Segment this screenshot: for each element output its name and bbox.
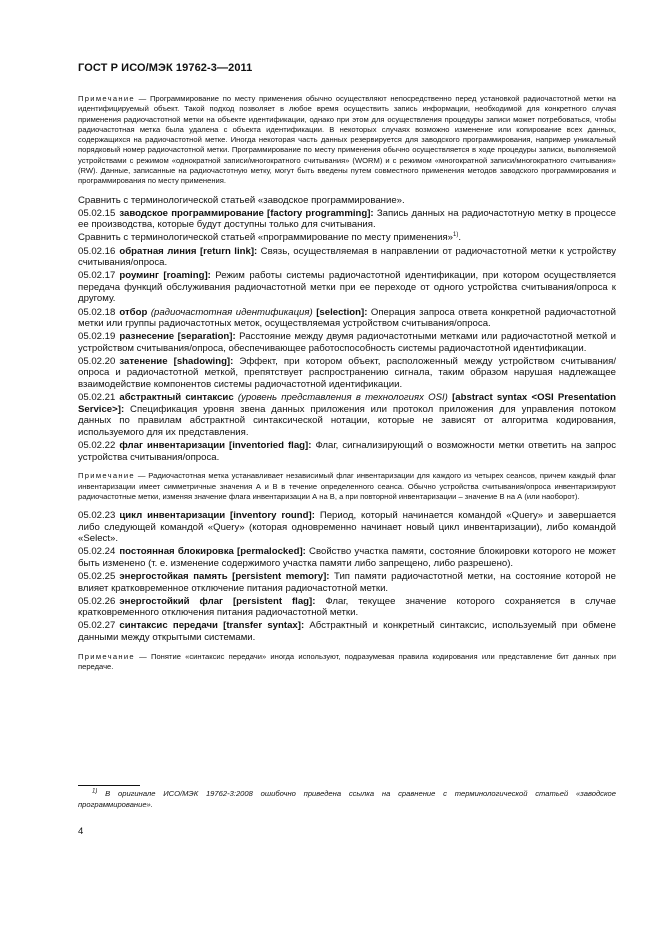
entry-number: 05.02.19 [78, 331, 116, 343]
entry-qualifier: (радиочастотная идентификация) [147, 306, 313, 318]
entry-term: энергостойкий флаг [persistent flag]: [119, 595, 316, 607]
entry-number: 05.02.21 [78, 392, 116, 404]
cross-reference [78, 232, 616, 244]
entry-number: 05.02.17 [78, 270, 116, 282]
term-entry [78, 331, 616, 354]
entry-number: 05.02.24 [78, 546, 116, 558]
entry-number: 05.02.16 [78, 245, 116, 257]
entry-term: затенение [shadowing]: [119, 355, 234, 367]
entry-term: цикл инвентаризации [inventory round]: [119, 510, 315, 522]
note-text: Понятие «синтаксис передачи» иногда используют, подразумевая правила кодирования или представление бит данных при передаче. [78, 651, 616, 671]
entry-number: 05.02.25 [78, 571, 116, 583]
entry-definition: Режим работы системы радиочастотной идентификации, при котором осуществляется передача функций обслуживания радиочастотной метки при ее переходе от одного устройства считывания/опроса к другому. [78, 270, 616, 305]
entry-term-english: [selection]: [312, 306, 368, 318]
entry-term: заводское программирование [factory programming]: [119, 207, 374, 219]
entry-qualifier: (уровень представления в технологиях OSI) [233, 392, 448, 404]
cross-reference: Сравнить с терминологической статьей «заводское программирование». [78, 194, 405, 206]
note [78, 471, 616, 502]
entry-definition: Период, который начинается командой «Query» и завершается либо следующей командой «Query» (которая одновременно начинает новый цикл инвентаризации), либо командой «Select». [78, 510, 616, 545]
term-entry [78, 440, 616, 463]
term-entry [78, 208, 616, 231]
term-entry [78, 571, 616, 594]
entry-term: разнесение [separation]: [119, 331, 236, 343]
note-dash: — [134, 651, 151, 661]
term-entry [78, 510, 616, 545]
footnote-mark: 1) [92, 788, 98, 795]
entry-term-english: [abstract syntax <OSI Presentation Service>]: [78, 392, 616, 415]
entry-term: абстрактный синтаксис [119, 392, 234, 404]
entry-definition: Расстояние между двумя радиочастотными метками или радиочастотной меткой и устройством считывания/опроса, обеспечивающее работоспособность системы радиочастотной идентификации. [78, 331, 616, 354]
entry-term: энергостойкая память [persistent memory]: [119, 571, 330, 583]
entry-term: флаг инвентаризации [inventoried flag]: [119, 440, 312, 452]
entry-definition: Флаг, текущее значение которого сохраняется в случае кратковременного отключения питания радиочастотной метки. [78, 595, 616, 619]
note-label: Примечание [78, 471, 135, 481]
entry-definition: Свойство участка памяти, состояние блокировки которого не может быть изменено (т. е. изменение содержимого участка памяти либо запрещено, либо разрешено). [78, 546, 616, 569]
entry-definition: Абстрактный и конкретный синтаксис, используемый при обмене данными между открытыми системами. [78, 620, 616, 644]
entry-definition: Эффект, при котором объект, расположенный между устройством считывания/опроса и радиочастотной меткой, препятствует распространению сигнала, таким образом нарушая надлежащее взаимодействие компонентов системы радиочастотной идентификации. [78, 355, 616, 391]
entry-number: 05.02.23 [78, 510, 116, 522]
entry-number: 05.02.22 [78, 440, 116, 452]
term-entry [78, 356, 616, 391]
entry-definition: Флаг, сигнализирующий о возможности метки ответить на запрос устройства считывания/опроса. [78, 440, 616, 463]
footnote [78, 789, 616, 810]
entry-definition: Связь, осуществляемая в направлении от радиочастотной метки к устройству считывания/опроса. [78, 245, 616, 269]
term-entry [78, 596, 616, 619]
entry-definition: Запись данных на радиочастотную метку в процессе ее производства, которые будут доступны только для считывания. [78, 207, 616, 231]
term-entry [78, 270, 616, 305]
cross-reference-end: . [458, 232, 461, 244]
note-text: Радиочастотная метка устанавливает независимый флаг инвентаризации для каждого из четырех сеансов, причем каждый флаг инвентаризации имеет симметричные значения А и В в течение определенного сеанса. Обычно устройства считывания/опроса инвентаризируют радиочастотные метки, изменяя значение флага инвентаризации А на В, а при повторной инвентаризации – значение В на А (или наоборот). [78, 471, 616, 501]
entry-definition: Тип памяти радиочастотной метки, на состояние которой не влияет кратковременное отключение питания радиочастотной метки. [78, 571, 616, 594]
footnote-text: В оригинале ИСО/МЭК 19762-3:2008 ошибочно приведена ссылка на сравнение с терминологической статьей «заводское программирование». [78, 789, 616, 809]
cross-reference-text: Сравнить с терминологической статьей «программирование по месту применения» [78, 232, 453, 244]
note-label: Примечание [78, 94, 135, 103]
term-entry [78, 307, 616, 330]
entry-term: синтаксис передачи [transfer syntax]: [119, 620, 305, 632]
note [78, 652, 616, 673]
entry-number: 05.02.26 [78, 595, 116, 607]
entry-term: роуминг [roaming]: [119, 270, 211, 282]
note-label: Примечание [78, 651, 135, 661]
footnote-marker: 1) [452, 232, 459, 239]
entry-number: 05.02.20 [78, 355, 116, 367]
entry-number: 05.02.15 [78, 207, 116, 219]
note [78, 94, 616, 187]
note-dash: — [134, 471, 149, 481]
document-header: ГОСТ Р ИСО/МЭК 19762-3—2011 [78, 62, 253, 74]
entry-definition: Спецификация уровня звена данных приложения или протокол приложения для управления потоком данных по правилам абстрактной синтаксической нотации, которые не зависят от алгоритма кодирования, используемого для их представления. [78, 403, 616, 438]
term-entry [78, 620, 616, 643]
entry-definition: Операция запроса ответа конкретной радиочастотной метки или группы радиочастотных меток, осуществляемая устройством считывания/опроса. [78, 306, 616, 330]
document-page [78, 62, 616, 680]
note-text: Программирование по месту применения обычно осуществляют непосредственно перед установкой радиочастотной метки на идентифицируемый объект. Такой подход позволяет в любое время осуществить запись информации, необходимой для конкретного случая применения радиочастотной метки на объекте идентификации, однако при этом для осуществления процедуры записи может потребоваться, чтобы радиочастотная метка была удалена с объекта идентификации. В некоторых случаях возможно изменение или копирование всех данных, содержащихся на радиочастотной метке. Иногда некоторая часть данных резервируется для заводского программирования, например уникальный порядковый номер радиочастотной метки. Программирование по месту применения обычно осуществляется в ходе процедуры записи, выполняемой устройствами с режимом «однократной записи/многократного считывания» (WORM) и с режимом «многократной записи/многократного считывания» (RW). Данные, записанные на радиочастотную метку, могут быть введены путем совместного применения методов заводского программирования и программирования по месту применения. [78, 94, 616, 186]
entry-term: обратная линия [return link]: [119, 245, 258, 257]
entry-term: отбор [119, 306, 148, 318]
term-entry [78, 546, 616, 569]
term-entry [78, 392, 616, 438]
note-dash: — [134, 94, 150, 103]
entry-number: 05.02.18 [78, 306, 116, 318]
term-entry [78, 246, 616, 269]
footnote-divider [78, 785, 140, 786]
page-number: 4 [78, 826, 84, 837]
entry-number: 05.02.27 [78, 620, 116, 632]
entry-term: постоянная блокировка [permalocked]: [119, 546, 306, 558]
